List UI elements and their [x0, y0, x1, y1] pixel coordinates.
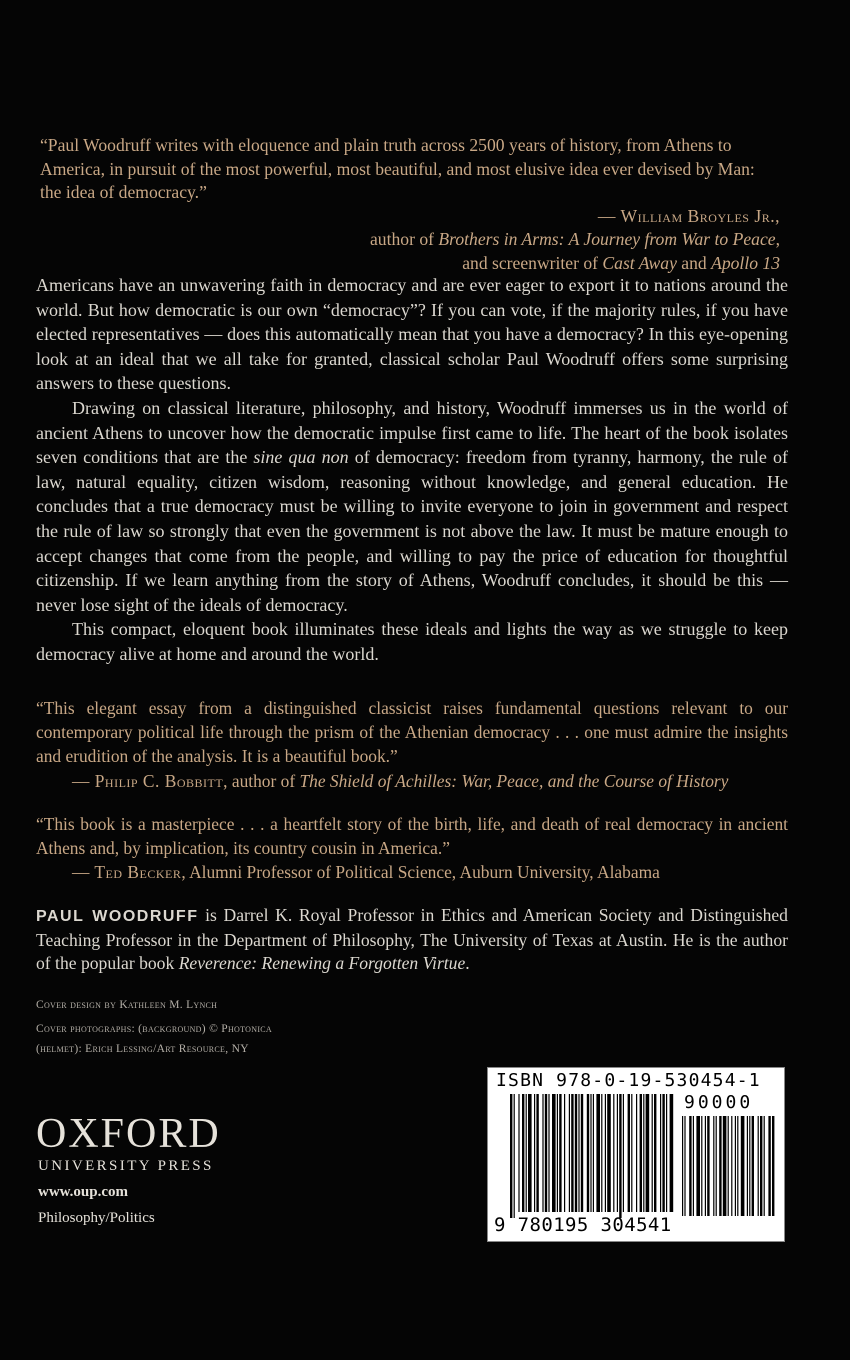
- bio-end: .: [465, 953, 470, 973]
- latin-phrase: sine qua non: [253, 447, 349, 468]
- barcode-bar: [605, 1094, 606, 1212]
- attribution-affiliation: , Alumni Professor of Political Science, Auburn University, Alabama: [181, 862, 660, 883]
- quote-attribution: [36, 769, 788, 793]
- author-name: PAUL WOODRUFF: [36, 908, 199, 925]
- endorsement-quote-becker: [36, 812, 788, 885]
- addon-bar: [735, 1116, 736, 1216]
- barcode-bar: [548, 1094, 549, 1212]
- barcode-bar: [623, 1094, 624, 1212]
- barcode-bar: [593, 1094, 594, 1212]
- quote-text: “This book is a masterpiece . . . a heartfelt story of the birth, life, and death of real democracy in ancient Athens and, by implication, its country cousin in America.”: [36, 814, 788, 859]
- barcode-bar: [666, 1094, 667, 1212]
- barcode-bar: [569, 1094, 570, 1212]
- addon-bar: [701, 1116, 702, 1216]
- barcode-bar: [636, 1094, 637, 1212]
- barcode-bar: [536, 1094, 538, 1212]
- barcode-bar: [662, 1094, 664, 1212]
- barcode-bar: [559, 1094, 561, 1212]
- cover-photo-credit: [36, 1019, 456, 1059]
- barcode-bar: [564, 1094, 565, 1212]
- description-paragraph: [36, 396, 788, 617]
- description-paragraph: Americans have an unwavering faith in democracy and are ever eager to export it to nations around the world. But how democratic is our own “democracy”? If you can vote, if the majority rules, if you have elected representatives — does this automatically mean that you have a democracy? In this eye-opening look at an ideal that we all take for granted, classical scholar Paul Woodruff offers some surprising answers to these questions.: [36, 275, 788, 394]
- addon-bar: [713, 1116, 714, 1216]
- attribution-screenwriter-line: [40, 252, 780, 276]
- barcode-bar: [514, 1094, 515, 1218]
- isbn-barcode: [487, 1067, 785, 1242]
- photo-credit-line: Cover photographs: (background) © Photonica: [36, 1023, 273, 1035]
- publisher-subtitle: UNIVERSITY PRESS: [38, 1158, 214, 1174]
- addon-bar: [719, 1116, 721, 1216]
- barcode-bar: [628, 1094, 630, 1212]
- barcode-bar: [528, 1094, 532, 1212]
- book-title: The Shield of Achilles: War, Peace, and the Course of History: [299, 770, 729, 791]
- addon-bar: [772, 1116, 774, 1216]
- endorsement-quote-bobbitt: [36, 696, 788, 793]
- barcode-bar: [578, 1094, 579, 1212]
- addon-bar: [749, 1116, 750, 1216]
- book-title: Brothers in Arms: A Journey from War to Peace: [438, 229, 776, 249]
- barcode-bar: [571, 1094, 573, 1212]
- barcode-bar: [646, 1094, 650, 1212]
- paragraph-text: of democracy: freedom from tyranny, harmony, the rule of law, natural equality, citizen wisdom, reasoning without knowledge, and general education. He concludes that a true democracy must be willing to invite everyone to join in government and respect the rule of law so strongly that even the government is not above the law. It must be mature enough to accept changes that come from the people, and willing to pay the price of education for thoughtful citizenship. If we learn anything from the story of Athens, Woodruff concludes, it should be this — never lose sight of the ideals of democracy.: [36, 447, 788, 615]
- bio-paragraph: [36, 904, 788, 976]
- addon-bar: [707, 1116, 709, 1216]
- book-category: Philosophy/Politics: [38, 1210, 155, 1226]
- barcode-bar: [526, 1094, 527, 1212]
- barcode-bar: [643, 1094, 644, 1212]
- barcode-bar: [510, 1094, 512, 1218]
- screenwriter-mid: and: [676, 252, 712, 273]
- barcode-bar: [596, 1094, 600, 1212]
- endorsement-quote-broyles: [40, 134, 780, 275]
- photo-credit-line: (helmet): Erich Lessing/Art Resource, NY: [36, 1043, 249, 1055]
- barcode-bar: [640, 1094, 642, 1212]
- addon-bar: [723, 1116, 727, 1216]
- barcode-bar: [607, 1094, 611, 1212]
- barcode-bar: [552, 1094, 556, 1212]
- barcode-bar: [601, 1094, 602, 1212]
- barcode-bar: [619, 1094, 621, 1218]
- barcode-bar: [587, 1094, 589, 1212]
- barcode-bar: [542, 1094, 543, 1212]
- film-title: Apollo 13: [711, 252, 780, 273]
- credit-suffix: ,: [775, 229, 780, 249]
- addon-bar: [737, 1116, 738, 1216]
- publisher-url: www.oup.com: [38, 1184, 129, 1200]
- addon-bar: [728, 1116, 729, 1216]
- paragraph-text: Drawing on classical literature, philosophy, and history, Woodruff immerses us in the world of ancient Athens to uncover how the democratic impulse first came to life. The heart of the book isolates seven conditions that are the: [36, 397, 788, 468]
- addon-bar: [705, 1116, 706, 1216]
- cover-design-credit: Cover design by Kathleen M. Lynch: [36, 999, 218, 1011]
- addon-bar: [731, 1116, 732, 1216]
- barcode-bar: [613, 1094, 614, 1212]
- isbn-label: ISBN 978-0-19-530454-1: [496, 1070, 761, 1091]
- author-bio: [36, 904, 788, 976]
- publisher-logo: OXFORD: [36, 1111, 221, 1157]
- barcode-bar: [581, 1094, 583, 1212]
- barcode-bar: [522, 1094, 524, 1212]
- addon-bar: [693, 1116, 694, 1216]
- quote-text: “This elegant essay from a distinguished classicist raises fundamental questions relevant to our contemporary political life through the prism of the Athenian democracy . . . one must admire the insights and erudition of the analysis. It is a beautiful book.”: [36, 698, 788, 767]
- bio-text: is Darrel K. Royal Professor in Ethics and American Society and Distinguished Teaching Professor in the Department of Philosophy, The University of Texas at Austin. He is the author of the popular book: [36, 905, 788, 973]
- attribution-name: — William Broyles Jr.,: [597, 205, 780, 226]
- addon-bar: [689, 1116, 691, 1216]
- addon-bar: [768, 1116, 770, 1216]
- film-title: Cast Away: [602, 252, 677, 273]
- addon-bar: [747, 1116, 748, 1216]
- attribution-name: — Ted Becker: [72, 862, 182, 883]
- barcode-bar: [617, 1094, 618, 1212]
- quote-attribution: [36, 860, 788, 884]
- barcode-bar: [557, 1094, 558, 1212]
- barcode-bar: [545, 1094, 547, 1212]
- addon-bar: [760, 1116, 762, 1216]
- addon-bar: [682, 1116, 683, 1216]
- barcode-bar: [518, 1094, 519, 1212]
- barcode-bar: [575, 1094, 577, 1212]
- addon-bar: [716, 1116, 717, 1216]
- attribution-name: — Philip C. Bobbitt: [72, 770, 224, 791]
- screenwriter-prefix: and screenwriter of: [462, 252, 603, 273]
- attribution-credit-line: [40, 228, 780, 252]
- barcode-digits: 9 780195 304541: [494, 1214, 672, 1236]
- addon-bar: [752, 1116, 754, 1216]
- credit-prefix: author of: [370, 229, 439, 249]
- addon-bar: [764, 1116, 765, 1216]
- addon-bar: [741, 1116, 745, 1216]
- barcode-bar: [670, 1094, 674, 1212]
- barcode-bar: [631, 1094, 632, 1212]
- cover-credits: [36, 995, 456, 1063]
- description-paragraph: This compact, eloquent book illuminates these ideals and lights the way as we struggle to keep democracy alive at home and around the world.: [36, 619, 788, 664]
- addon-bar: [696, 1116, 700, 1216]
- quote-text: “Paul Woodruff writes with eloquence and plain truth across 2500 years of history, from Athens to America, in pursuit of the most powerful, most beautiful, and most elusive idea ever devised by Man: the idea of democracy.”: [40, 135, 755, 202]
- barcode-addon-digits: 90000: [684, 1092, 754, 1113]
- barcode-bar: [660, 1094, 661, 1212]
- barcode-bar: [590, 1094, 591, 1212]
- quote-attribution: [40, 205, 780, 229]
- barcode-bar: [534, 1094, 535, 1212]
- addon-bar: [684, 1116, 685, 1216]
- book-title: Reverence: Renewing a Forgotten Virtue: [178, 953, 466, 973]
- book-description: [36, 273, 788, 667]
- barcode-bar: [654, 1094, 656, 1212]
- attribution-prefix: , author of: [223, 770, 300, 791]
- barcode-bar: [652, 1094, 653, 1212]
- addon-bar: [758, 1116, 759, 1216]
